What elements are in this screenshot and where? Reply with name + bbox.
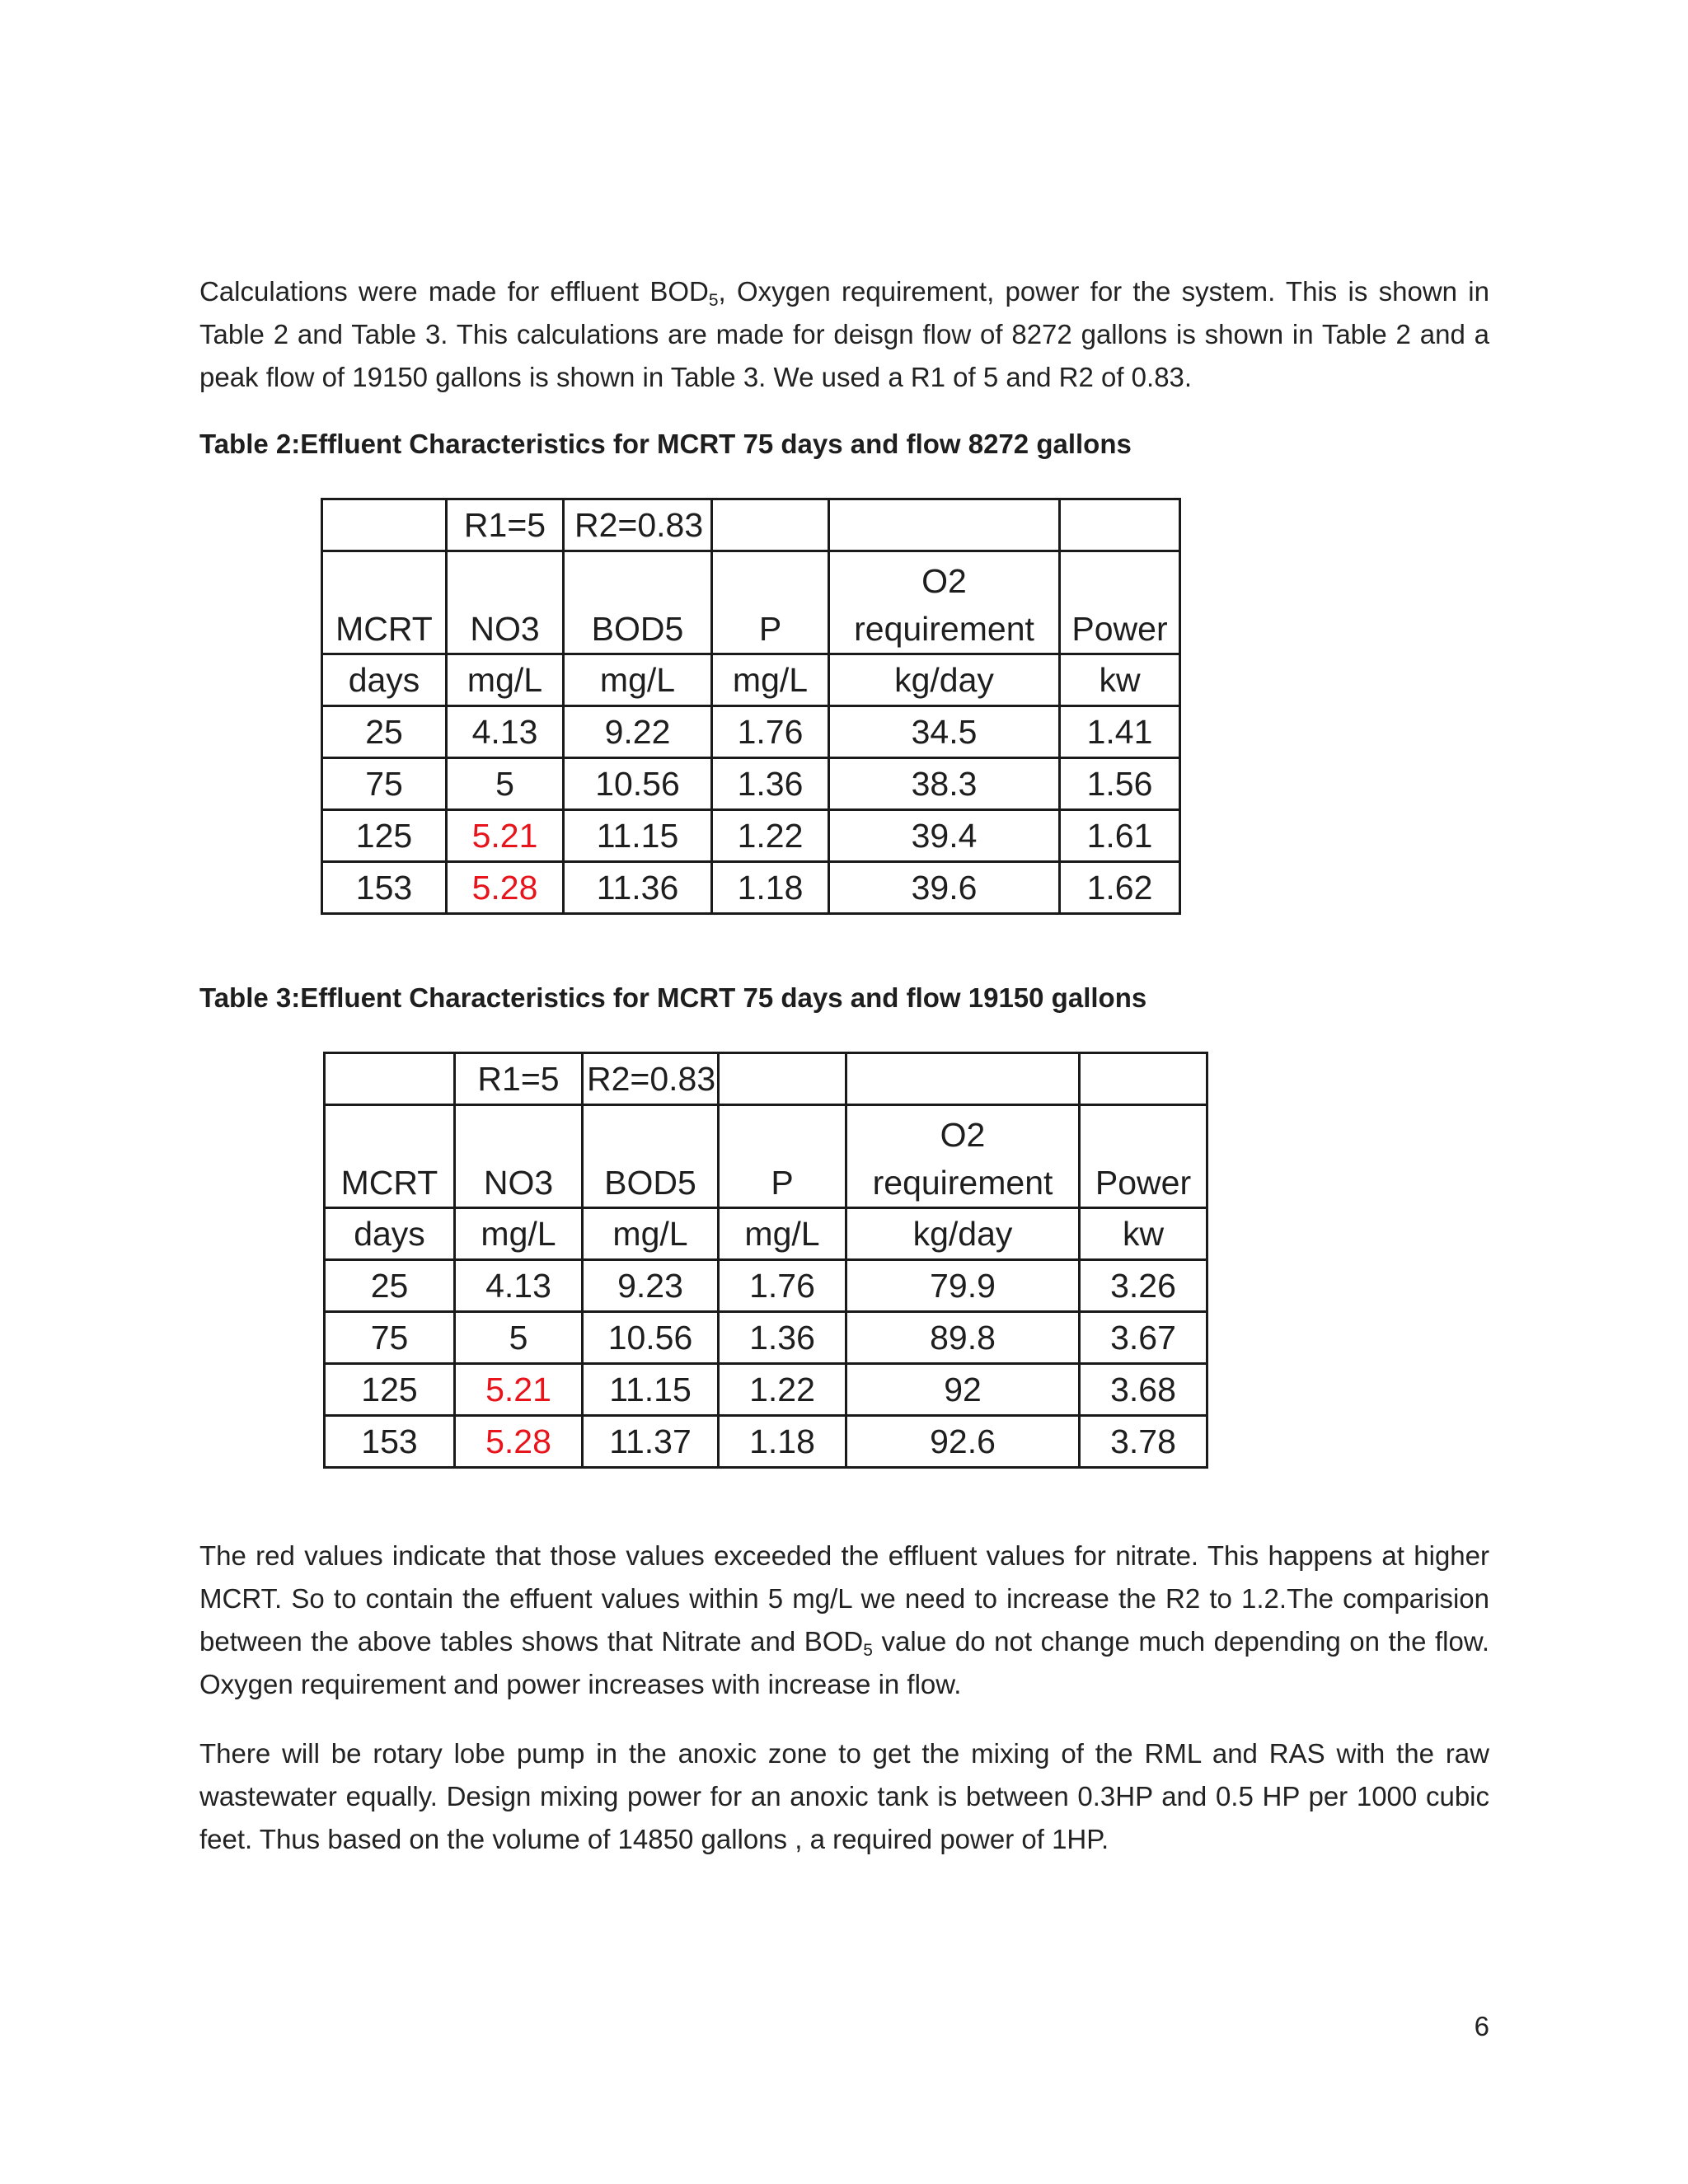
table-row: [325, 1312, 1207, 1364]
table-cell: 1.22: [712, 810, 829, 862]
table-row: [322, 499, 1180, 551]
table-cell: 79.9: [846, 1260, 1080, 1312]
column-header: MCRT: [325, 1105, 455, 1208]
table-cell: 1.41: [1060, 706, 1180, 758]
exceeded-value-cell: 5.21: [455, 1364, 583, 1416]
table-cell: 34.5: [829, 706, 1060, 758]
column-header: NO3: [447, 551, 564, 654]
column-header: Power: [1060, 551, 1180, 654]
table2-caption: Table 2:Effluent Characteristics for MCRT 75 days and flow 8272 gallons: [199, 429, 1132, 459]
table-cell: 11.15: [564, 810, 712, 862]
table-row: [325, 1260, 1207, 1312]
table-cell: [846, 1053, 1080, 1105]
table-cell: 11.37: [583, 1416, 719, 1468]
table-cell: 92: [846, 1364, 1080, 1416]
table3: [323, 1052, 1208, 1469]
column-header: [829, 551, 1060, 654]
table-cell: [829, 499, 1060, 551]
table-row: [322, 758, 1180, 810]
table3-caption: Table 3:Effluent Characteristics for MCRT 75 days and flow 19150 gallons: [199, 982, 1147, 1013]
table-cell: 3.78: [1080, 1416, 1207, 1468]
discussion-subscript: 5: [863, 1641, 873, 1660]
table-row: [322, 862, 1180, 914]
table-cell: 75: [322, 758, 447, 810]
table-cell: 3.67: [1080, 1312, 1207, 1364]
table-cell: [1060, 499, 1180, 551]
intro-text-part2: , Oxygen requirement, power for the system. This is shown in Table 2 and Table 3. This calculations are made for deisgn flow of 8272 gallons is shown in Table 2 and a peak flow of 19150 gallons is shown in Table 3. We used a R1 of 5 and R2 of 0.83.: [199, 276, 1489, 392]
r2-label: R2=0.83: [564, 499, 712, 551]
header-line-2: requirement: [854, 610, 1034, 648]
table-cell: 1.36: [719, 1312, 846, 1364]
table-cell: 25: [322, 706, 447, 758]
table-cell: 4.13: [455, 1260, 583, 1312]
table-cell: 11.15: [583, 1364, 719, 1416]
table-cell: [712, 499, 829, 551]
column-header: MCRT: [322, 551, 447, 654]
table-header-row: [325, 1105, 1207, 1208]
column-header: NO3: [455, 1105, 583, 1208]
table2: [321, 498, 1181, 915]
r1-label: R1=5: [455, 1053, 583, 1105]
table-cell: 1.22: [719, 1364, 846, 1416]
unit-cell: days: [322, 654, 447, 706]
header-line-1: O2: [921, 562, 967, 600]
unit-cell: kg/day: [829, 654, 1060, 706]
table-units-row: [325, 1208, 1207, 1260]
r2-label: R2=0.83: [583, 1053, 719, 1105]
exceeded-value-cell: 5.28: [447, 862, 564, 914]
table-cell: 1.76: [712, 706, 829, 758]
table-cell: [322, 499, 447, 551]
discussion-paragraph: [199, 1535, 1489, 1706]
table-cell: 1.56: [1060, 758, 1180, 810]
table-row: [322, 706, 1180, 758]
table-cell: 5: [455, 1312, 583, 1364]
discussion-text-part2: value do not change much depending on the flow. Oxygen requirement and power increases with increase in flow.: [199, 1626, 1489, 1699]
column-header: P: [712, 551, 829, 654]
unit-cell: mg/L: [719, 1208, 846, 1260]
column-header: BOD5: [564, 551, 712, 654]
table-cell: 3.26: [1080, 1260, 1207, 1312]
r1-label: R1=5: [447, 499, 564, 551]
unit-cell: kw: [1080, 1208, 1207, 1260]
unit-cell: mg/L: [447, 654, 564, 706]
table-cell: 11.36: [564, 862, 712, 914]
table-cell: 75: [325, 1312, 455, 1364]
unit-cell: mg/L: [564, 654, 712, 706]
mixing-paragraph: There will be rotary lobe pump in the anoxic zone to get the mixing of the RML and RAS with the raw wastewater equally. Design mixing power for an anoxic tank is between 0.3HP and 0.5 HP per 1000 cubic feet. Thus based on the volume of 14850 gallons , a required power of 1HP.: [199, 1738, 1489, 1854]
table-cell: 125: [322, 810, 447, 862]
unit-cell: days: [325, 1208, 455, 1260]
table-row: [322, 810, 1180, 862]
table-cell: 92.6: [846, 1416, 1080, 1468]
table-cell: 1.62: [1060, 862, 1180, 914]
intro-text-part1: Calculations were made for effluent BOD: [199, 276, 709, 307]
table-cell: 9.23: [583, 1260, 719, 1312]
unit-cell: kg/day: [846, 1208, 1080, 1260]
table-cell: 153: [322, 862, 447, 914]
table-row: [325, 1364, 1207, 1416]
table-cell: 153: [325, 1416, 455, 1468]
table-cell: 1.18: [712, 862, 829, 914]
table-cell: 4.13: [447, 706, 564, 758]
column-header: BOD5: [583, 1105, 719, 1208]
table-cell: 9.22: [564, 706, 712, 758]
table-row: [325, 1053, 1207, 1105]
column-header: [846, 1105, 1080, 1208]
table-cell: [1080, 1053, 1207, 1105]
table-cell: 5: [447, 758, 564, 810]
table-units-row: [322, 654, 1180, 706]
discussion-text-part1: The red values indicate that those values exceeded the effluent values for nitrate. This happens at higher MCRT. So to contain the effuent values within 5 mg/L we need to increase the R2 to 1.2.The comparision between the above tables shows that Nitrate and BOD: [199, 1540, 1489, 1657]
header-line-2: requirement: [872, 1164, 1053, 1202]
column-header: P: [719, 1105, 846, 1208]
unit-cell: mg/L: [455, 1208, 583, 1260]
table-cell: [719, 1053, 846, 1105]
table-cell: 25: [325, 1260, 455, 1312]
table-cell: [325, 1053, 455, 1105]
table-cell: 89.8: [846, 1312, 1080, 1364]
table-cell: 125: [325, 1364, 455, 1416]
table-cell: 38.3: [829, 758, 1060, 810]
page-number: 6: [1474, 2011, 1489, 2041]
table-cell: 10.56: [583, 1312, 719, 1364]
unit-cell: mg/L: [583, 1208, 719, 1260]
intro-paragraph: [199, 270, 1489, 399]
table-header-row: [322, 551, 1180, 654]
table-cell: 39.4: [829, 810, 1060, 862]
table-row: [325, 1416, 1207, 1468]
table-cell: 1.76: [719, 1260, 846, 1312]
unit-cell: kw: [1060, 654, 1180, 706]
table-cell: 39.6: [829, 862, 1060, 914]
exceeded-value-cell: 5.28: [455, 1416, 583, 1468]
column-header: Power: [1080, 1105, 1207, 1208]
table-cell: 10.56: [564, 758, 712, 810]
table-cell: 1.36: [712, 758, 829, 810]
header-line-1: O2: [940, 1116, 986, 1154]
exceeded-value-cell: 5.21: [447, 810, 564, 862]
table-cell: 3.68: [1080, 1364, 1207, 1416]
unit-cell: mg/L: [712, 654, 829, 706]
table-cell: 1.18: [719, 1416, 846, 1468]
table-cell: 1.61: [1060, 810, 1180, 862]
intro-subscript: 5: [708, 291, 719, 310]
